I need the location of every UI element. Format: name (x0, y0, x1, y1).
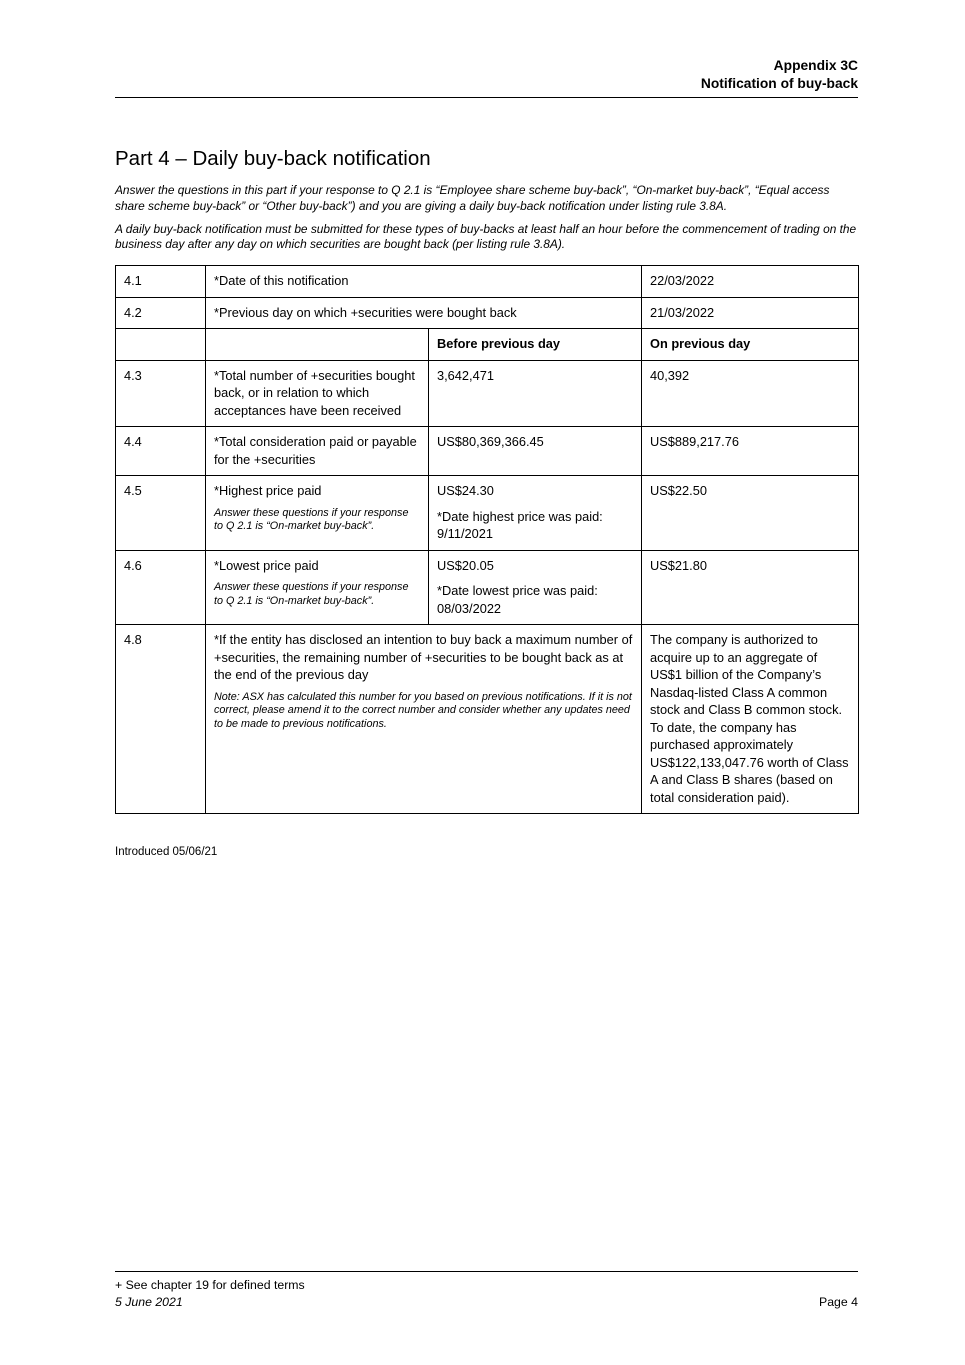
cell-4-5-number: 4.5 (116, 476, 206, 551)
cell-4-6-label-note: Answer these questions if your response to Q 2.1 is “On-market buy-back”. (214, 581, 409, 607)
row-4-3 (116, 360, 859, 427)
cell-4-5-before-price: US$24.30 (437, 483, 494, 499)
cell-4-3-on-value: 40,392 (642, 360, 859, 427)
row-4-2 (116, 297, 859, 329)
cell-4-6-number: 4.6 (116, 550, 206, 625)
cell-4-6-before-value (429, 550, 642, 625)
cell-4-6-on-value: US$21.80 (642, 550, 859, 625)
footer-date: 5 June 2021 (115, 1294, 183, 1309)
footer-left (115, 1277, 305, 1310)
cell-4-1-label: *Date of this notification (206, 266, 642, 298)
cell-4-3-label: *Total number of +securities bought back, or in relation to which acceptances have been received (206, 360, 429, 427)
cell-4-5-label-text: *Highest price paid (214, 483, 322, 499)
cell-4-5-label (206, 476, 429, 551)
cell-4-2-number: 4.2 (116, 297, 206, 329)
column-header-before-previous-day: Before previous day (429, 329, 642, 361)
cell-4-4-label: *Total consideration paid or payable for the +securities (206, 427, 429, 476)
cell-4-8-label-note: Note: ASX has calculated this number for you based on previous notifications. If it is not correct, please amend it to the correct number and consider whether any updates need to be made to previous notifications. (214, 690, 632, 731)
cell-4-4-on-value: US$889,217.76 (642, 427, 859, 476)
cell-4-8-number: 4.8 (116, 625, 206, 814)
cell-4-2-value: 21/03/2022 (642, 297, 859, 329)
page-footer (115, 1271, 858, 1310)
appendix-title: Appendix 3C (773, 58, 858, 73)
cell-4-3-before-value: 3,642,471 (429, 360, 642, 427)
cell-4-5-label-note: Answer these questions if your response to Q 2.1 is “On-market buy-back”. (214, 506, 409, 533)
part-title: Part 4 – Daily buy-back notification (115, 147, 431, 170)
cell-4-4-before-value: US$80,369,366.45 (429, 427, 642, 476)
cell-4-5-before-value (429, 476, 642, 551)
cell-header-empty-1 (116, 329, 206, 361)
cell-4-6-label-text: *Lowest price paid (214, 557, 319, 573)
cell-4-8-label (206, 625, 642, 814)
cell-4-1-value: 22/03/2022 (642, 266, 859, 298)
page-number: Page 4 (819, 1294, 858, 1309)
introduced-note: Introduced 05/06/21 (115, 846, 218, 859)
intro-paragraph-2: A daily buy-back notification must be submitted for these types of buy-backs at least half an hour before the commencement of trading on the business day after any day on which securities are bought back (per listing rule 3.8A). (115, 221, 857, 252)
row-4-6 (116, 550, 859, 625)
form-name: Notification of buy-back (700, 75, 858, 91)
header-rule (115, 97, 858, 98)
cell-4-5-on-value: US$22.50 (642, 476, 859, 551)
cell-4-4-number: 4.4 (116, 427, 206, 476)
cell-4-6-label (206, 550, 429, 625)
row-4-5 (116, 476, 859, 551)
row-4-8 (116, 625, 859, 814)
defined-terms-note: + See chapter 19 for defined terms (115, 1278, 305, 1292)
cell-4-5-before-date: *Date highest price was paid: 9/11/2021 (437, 508, 603, 542)
buyback-table (115, 265, 859, 814)
cell-4-8-value: The company is authorized to acquire up to an aggregate of US$1 billion of the Company’s Nasdaq-listed Class A common stock and Class B common stock. To date, the company has purchased approximately US$122,133,047.76 worth of Class A and Class B shares (based on total consideration paid). (642, 625, 859, 814)
cell-4-6-before-price: US$20.05 (437, 557, 494, 573)
row-4-1 (116, 266, 859, 298)
cell-4-3-number: 4.3 (116, 360, 206, 427)
intro-paragraph-1: Answer the questions in this part if your response to Q 2.1 is “Employee share scheme buy-back”, “On-market buy-back”, “Equal access share scheme buy-back” or “Other buy-back”) and you are giving a daily buy-back notification under listing rule 3.8A. (115, 183, 830, 213)
column-header-on-previous-day: On previous day (642, 329, 859, 361)
letterhead (115, 0, 858, 92)
cell-4-1-number: 4.1 (116, 266, 206, 298)
cell-4-8-label-text: *If the entity has disclosed an intention to buy back a maximum number of +securities, the remaining number of +securities to be bought back as at the end of the previous day (214, 632, 633, 683)
cell-4-2-label: *Previous day on which +securities were bought back (206, 297, 642, 329)
row-4-4 (116, 427, 859, 476)
column-header-row (116, 329, 859, 361)
cell-4-6-before-date: *Date lowest price was paid: 08/03/2022 (437, 583, 598, 616)
document-page (115, 0, 858, 858)
cell-header-empty-2 (206, 329, 429, 361)
